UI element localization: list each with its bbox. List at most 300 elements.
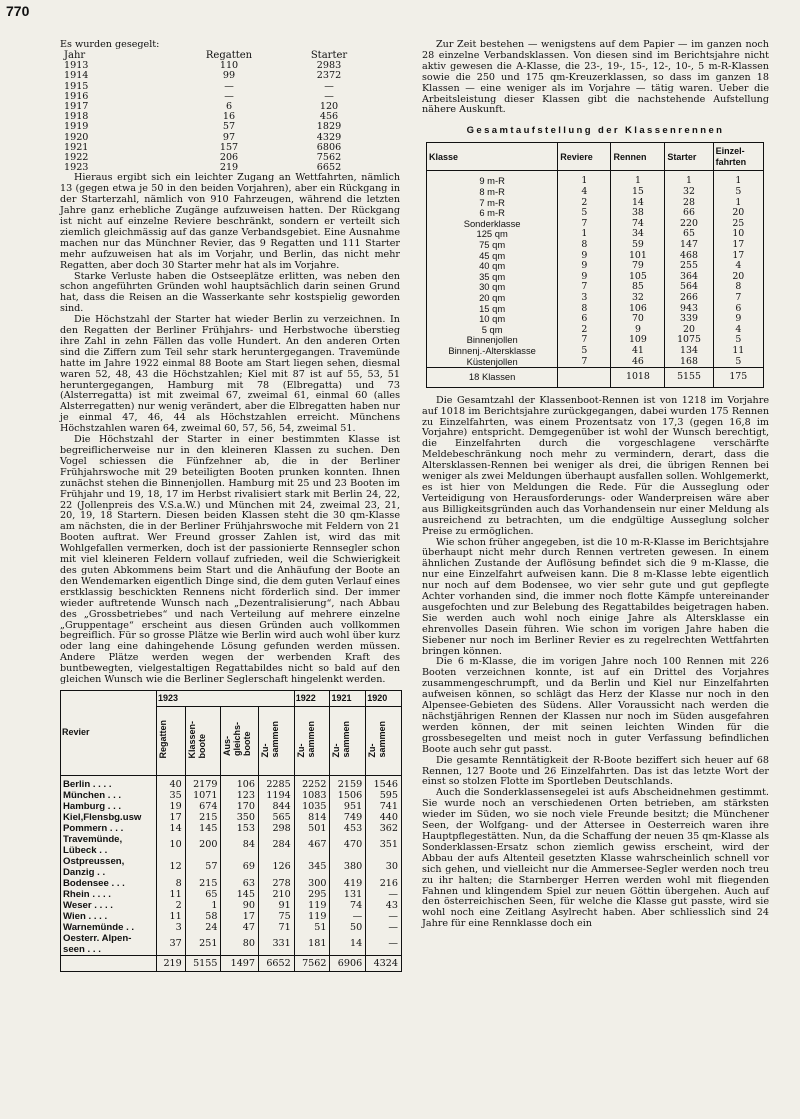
table-row (61, 900, 402, 911)
revier-name: Weser . . . . (61, 900, 157, 911)
year-header: 1922 (294, 690, 330, 706)
table-cell: 339 (665, 314, 713, 325)
table-cell: 69 (221, 856, 259, 878)
table-cell: 749 (330, 812, 366, 823)
table-row (61, 856, 402, 878)
table-cell: 7 (558, 219, 611, 230)
table-cell: 1546 (366, 775, 402, 790)
table-cell: 1 (558, 171, 611, 187)
table-cell: 200 (185, 834, 221, 856)
column-header: Klasse (427, 143, 558, 171)
years-cell: 99 (222, 70, 236, 82)
right-column (422, 40, 769, 930)
column-header-label: Zu- sammen (367, 721, 388, 758)
years-header-cell: Starter (310, 49, 348, 61)
table-cell: 32 (611, 293, 665, 304)
class-name: 35 qm (427, 272, 558, 283)
table-cell: 20 (713, 272, 763, 283)
table-cell: 210 (259, 889, 295, 900)
table-cell: 9 (611, 325, 665, 336)
paragraph: Die Höchstzahl der Starter in einer bestimmten Klasse ist begreiflicherweise nur in den kleineren Klassen zu suchen. Den Vogel schiessen die Fünfzehner ab, die in der Berliner Frühjahrswoche mit 29 beteiligten Booten prunken konnten. Ihnen zunächst stehen die Binnenjollen. Hamburg mit 25 und 23 Booten im Frühjahr und 19, 18, 17 im Herbst rivalisiert stark mit Berlin 24, 22, 22 (Jollenpreis des V.S.a.W.) und München mit 24, zweimal 23, 21, 20, 19, 18 Startern. Diesen beiden Klassen steht die 30 qm-Klasse am nächsten, die in der Berliner Frühjahrswoche mit Feldern von 21 Booten auftrat. Wer Freund grosser Zahlen ist, wird das mit Wohlgefallen vermerken, doch ist der passionierte Rennsegler schon mit viel kleineren Feldern vollauf zufrieden, weil die Schwierigkeit des guten Abkommens beim Start und die Anhäufung der Boote an den Wendemarken eigentlich Dinge sind, die dem guten Verlauf eines erstklassig beschickten Rennens nicht förderlich sind. Der immer wieder auftretende Wunsch nach „Dezentralisierung“, nach Abbau des „Grossbetriebes“ und nach Verteilung auf mehrere einzelne „Gruppentage“ erscheint aus diesen Gründen auch vollkommen begreiflich. Für so grosse Plätze wie Berlin wird auch wohl über kurz oder lang eine dahingehende Lösung gefunden werden müssen. Andere Plätze werden wegen der werbenden Kraft des buntbewegten, vielgestaltigen Regattabildes nicht so bald auf den gleichen Wunsch wie die Berliner Seglerschaft hingelenkt werden. (60, 434, 400, 686)
years-header-cell: Regatten (205, 49, 253, 61)
table-row (427, 357, 764, 368)
column-header-label: Zu- sammen (331, 721, 352, 758)
column-header (330, 706, 366, 775)
years-header-cell: Jahr (64, 49, 86, 61)
table-cell: 2179 (185, 775, 221, 790)
year-header: 1921 (330, 690, 366, 706)
paragraph: Die 6 m-Klasse, die im vorigen Jahre noch 100 Rennen mit 226 Booten verzeichnen konnte, ist auf ein Drittel des Vorjahres zusammengeschrumpft, und da Berlin und Kiel nur Einzelfahrten aufweisen können, so schlägt das Herz der Klasse nur noch in den Alpensee-Gebieten des Südens. Aller Voraussicht nach werden die nächstjährigen Rennen der Klassen nur noch im Süden ausgefahren werden können, der mit seinen leichten Winden für die grossbesegelten und meist noch in guter Verfassung befindlichen Boote auch sehr gut passt. (422, 656, 769, 755)
table-cell: 453 (330, 823, 366, 834)
column-header (221, 706, 259, 775)
revier-name: Bodensee . . . (61, 878, 157, 889)
table-cell: 20 (665, 325, 713, 336)
table-cell: 8 (558, 240, 611, 251)
paragraph: Hieraus ergibt sich ein leichter Zugang an Wettfahrten, nämlich 13 (gegen etwa je 50 in den beiden Vorjahren), aber ein Rückgang in der Starterzahl, nämlich von 910 Fahrzeugen, während die letzten Jahre ganz erhebliche Zugänge aufzuweisen hatten. Der Rückgang ist nicht auf einzelne Reviere beschränkt, sondern er verteilt sich ziemlich gleichmässig auf das ganze Verbandsgebiet. Eine Ausnahme machen nur das Münchner Revier, das 9 Regatten und 111 Starter mehr aufzuweisen hat als im Vorjahr, und Berlin, das nicht mehr Regatten, aber doch 30 Starter mehr hat als im Vorjahre. (60, 172, 400, 271)
table-cell: 58 (185, 911, 221, 922)
revier-name: Pommern . . . (61, 823, 157, 834)
table-cell: 63 (221, 878, 259, 889)
years-row (64, 122, 384, 132)
class-name: Küstenjollen (427, 357, 558, 368)
total-cell: 5155 (185, 955, 221, 971)
table-cell: 2 (558, 325, 611, 336)
class-name: 125 qm (427, 229, 558, 240)
table-cell: 170 (221, 801, 259, 812)
table-cell: 11 (713, 346, 763, 357)
table-cell: 216 (366, 878, 402, 889)
table-cell: 2285 (259, 775, 295, 790)
table-cell: 470 (330, 834, 366, 856)
table-cell: 300 (294, 878, 330, 889)
table-row (427, 240, 764, 251)
table-cell: 65 (185, 889, 221, 900)
years-table (64, 51, 384, 173)
column-header (259, 706, 295, 775)
years-cell: 1916 (64, 90, 89, 102)
class-name: 8 m-R (427, 187, 558, 198)
table-cell: 24 (185, 922, 221, 933)
table-cell: 134 (665, 346, 713, 357)
column-header (156, 706, 185, 775)
table-cell: 5 (558, 208, 611, 219)
paragraph: Starke Verluste haben die Ostseeplätze erlitten, was neben den schon angeführten Gründen wohl hauptsächlich darin seinen Grund hat, dass die Reisen an die Wasserkante sehr kostspielig geworden sind. (60, 270, 400, 315)
totals-row (427, 368, 764, 388)
table-cell: 14 (611, 198, 665, 209)
table-cell: 814 (294, 812, 330, 823)
table-cell: 10 (156, 834, 185, 856)
table-cell: 12 (156, 856, 185, 878)
table-cell: 51 (294, 922, 330, 933)
years-cell: 7562 (316, 151, 342, 163)
table-cell: 34 (611, 229, 665, 240)
table-cell: 46 (611, 357, 665, 368)
years-cell: 6 (225, 100, 233, 112)
years-cell: 4329 (316, 131, 342, 143)
class-name: Binnenj.-Altersklasse (427, 346, 558, 357)
years-cell: 206 (219, 151, 239, 163)
column-header-label: Aus- gleichs- boote (222, 722, 253, 757)
table-cell: 251 (185, 933, 221, 956)
table-cell: 9 (558, 272, 611, 283)
table-row (427, 272, 764, 283)
revier-name: München . . . (61, 790, 157, 801)
table-cell: 501 (294, 823, 330, 834)
years-cell: 1915 (64, 80, 89, 92)
table-row (61, 922, 402, 933)
year-header: 1923 (156, 690, 294, 706)
table-cell: 75 (259, 911, 295, 922)
table-cell: 440 (366, 812, 402, 823)
table-cell: 741 (366, 801, 402, 812)
years-cell: 1920 (64, 131, 89, 143)
table-cell: 14 (330, 933, 366, 956)
table-cell: 11 (156, 889, 185, 900)
left-paragraphs (60, 173, 400, 686)
table-row (61, 823, 402, 834)
revier-name: Rhein . . . . (61, 889, 157, 900)
total-cell: 4324 (366, 955, 402, 971)
years-cell: 456 (319, 111, 339, 123)
total-cell (61, 955, 157, 971)
revier-name: Travemünde, Lübeck . . (61, 834, 157, 856)
years-intro: Es wurden gesegelt: (60, 39, 160, 50)
years-cell: — (324, 90, 334, 102)
table-row (427, 251, 764, 262)
total-cell: 6906 (330, 955, 366, 971)
paragraph: Die Höchstzahl der Starter hat wieder Berlin zu verzeichnen. In den Regatten der Berliner Frühjahrs- und Herbstwoche überstieg ihre Zahl in zehn Fällen das volle Hundert. An den anderen Orten sind die Ziffern zum Teil sehr stark heruntergegangen. Travemünde hatte im Jahre 1922 einmal 88 Boote am Start liegen sehen, diesmal waren 52, 48, 43 die Höchstzahlen; Kiel mit 87 ist auf 55, 53, 51 heruntergegangen, Hamburg mit 78 (Elbregatta) und 73 (Alsterregatta) ist mit zweimal 67, zweimal 61, einmal 60 (alles Alsterregatten) nur wenig verändert, aber die Elbregatten haben nur je einmal 47, 46, 44 als Höchstzahlen erreicht. Münchens Höchstzahlen waren 64, zweimal 60, 57, 56, 54, zweimal 51. (60, 314, 400, 435)
table-cell: 1 (185, 900, 221, 911)
table-cell: 1075 (665, 335, 713, 346)
table-cell: 215 (185, 878, 221, 889)
table-cell: 298 (259, 823, 295, 834)
table-cell: 119 (294, 911, 330, 922)
revier-header: Revier (61, 690, 157, 775)
table-cell: 5 (558, 346, 611, 357)
table-cell: 38 (611, 208, 665, 219)
table-cell: 2 (156, 900, 185, 911)
table-cell: 181 (294, 933, 330, 956)
total-cell: 7562 (294, 955, 330, 971)
years-cell: — (324, 80, 334, 92)
table-cell: — (366, 889, 402, 900)
table-cell: 1083 (294, 790, 330, 801)
table-cell: 71 (259, 922, 295, 933)
table-cell: 119 (294, 900, 330, 911)
table-cell: 126 (259, 856, 295, 878)
left-column (60, 40, 400, 972)
years-cell: — (224, 80, 234, 92)
table-cell: 6 (558, 314, 611, 325)
total-cell (558, 368, 611, 388)
table-cell: 10 (713, 229, 763, 240)
total-cell: 1018 (611, 368, 665, 388)
revier-table (60, 690, 402, 972)
table-cell: 101 (611, 251, 665, 262)
column-header-label: Zu- sammen (260, 721, 281, 758)
table-row (61, 812, 402, 823)
table-cell: 145 (185, 823, 221, 834)
table-cell: 351 (366, 834, 402, 856)
table-cell: 41 (611, 346, 665, 357)
revier-name: Warnemünde . . (61, 922, 157, 933)
paragraph: Die gesamte Renntätigkeit der R-Boote beziffert sich heuer auf 68 Rennen, 127 Boote und 26 Einzelfahrten. Das ist das letzte Wort der einst so stolzen Flotte im Sportleben Deutschlands. (422, 754, 769, 788)
table-cell: 255 (665, 261, 713, 272)
table-row (427, 198, 764, 209)
table-cell: 1 (558, 229, 611, 240)
table-cell: 32 (665, 187, 713, 198)
table-cell: 278 (259, 878, 295, 889)
table-cell: 844 (259, 801, 295, 812)
table-cell: 11 (156, 911, 185, 922)
table-cell: 47 (221, 922, 259, 933)
table-row (427, 229, 764, 240)
table-cell: 1 (665, 171, 713, 187)
table-row (61, 933, 402, 956)
year-header: 1920 (366, 690, 402, 706)
table-cell: 66 (665, 208, 713, 219)
years-cell: 16 (222, 111, 236, 123)
column-header-label: Regatten (157, 720, 168, 759)
table-cell: 145 (221, 889, 259, 900)
table-cell: 9 (713, 314, 763, 325)
table-row (61, 878, 402, 889)
table-cell: 85 (611, 282, 665, 293)
table-row (427, 171, 764, 187)
column-header-label: Zu- sammen (295, 721, 316, 758)
table-cell: 1 (611, 171, 665, 187)
table-cell: 674 (185, 801, 221, 812)
years-cell: 97 (222, 131, 236, 143)
class-name: 9 m-R (427, 171, 558, 187)
years-cell: 1919 (64, 121, 89, 133)
years-cell: 1922 (64, 151, 89, 163)
years-cell: 2983 (316, 60, 342, 72)
table-cell: 7 (558, 282, 611, 293)
table-row (427, 346, 764, 357)
table-cell: 5 (713, 357, 763, 368)
table-cell: 220 (665, 219, 713, 230)
years-cell: 120 (319, 100, 339, 112)
table-cell: 80 (221, 933, 259, 956)
table-cell: 37 (156, 933, 185, 956)
class-name: Sonderklasse (427, 219, 558, 230)
table-cell: 90 (221, 900, 259, 911)
table-cell: 7 (713, 293, 763, 304)
column-header: Reviere (558, 143, 611, 171)
class-name: 6 m-R (427, 208, 558, 219)
table-cell: 5 (713, 335, 763, 346)
years-cell: 1921 (64, 141, 89, 153)
table-cell: 7 (558, 335, 611, 346)
years-cell: 6652 (316, 162, 342, 174)
total-cell: 175 (713, 368, 763, 388)
table-cell: 295 (294, 889, 330, 900)
table-cell: 1071 (185, 790, 221, 801)
table-cell: 3 (558, 293, 611, 304)
table-cell: 20 (713, 208, 763, 219)
years-cell: — (224, 90, 234, 102)
revier-name: Wien . . . . (61, 911, 157, 922)
table-cell: 1035 (294, 801, 330, 812)
column-header-label: Klassen- boote (186, 720, 207, 759)
years-cell: 1923 (64, 162, 89, 174)
table-row (61, 775, 402, 790)
table-cell: 943 (665, 304, 713, 315)
table-cell: 153 (221, 823, 259, 834)
table-cell: 7 (558, 357, 611, 368)
years-cell: 1914 (64, 70, 89, 82)
table-row (61, 790, 402, 801)
column-header (294, 706, 330, 775)
years-cell: 1918 (64, 111, 89, 123)
table-cell: 5 (713, 187, 763, 198)
table-cell: 74 (330, 900, 366, 911)
revier-name: Oesterr. Alpen- seen . . . (61, 933, 157, 956)
paragraph: Wie schon früher angegeben, ist die 10 m-R-Klasse im Berichtsjahre überhaupt nicht mehr durch Rennen vertreten gewesen. In einem ähnlichen Zustande der Auflösung befindet sich die 9 m-Klasse, die nur eine Einzelfahrt aufweisen kann. Die 8 m-Klasse lebte eigentlich nur noch auf dem Bodensee, wo vier sehr gute und gut gepflegte Achter vorhanden sind, die immer noch flotte Kämpfe untereinander ausgefochten und zur Belebung des Regattabildes beigetragen haben. Sie werden auch wohl noch einige Jahre als Altersklasse ein ehrenvolles Dasein führen. Wie schon im vorigen Jahre haben die Siebener nur noch im Berliner Revier es zu regelrechten Wettfahrten bringen können. (422, 536, 769, 657)
table-cell: 17 (221, 911, 259, 922)
table-cell: 106 (611, 304, 665, 315)
table-cell: 595 (366, 790, 402, 801)
table-cell: 131 (330, 889, 366, 900)
table-cell: 28 (665, 198, 713, 209)
table-cell: — (330, 911, 366, 922)
years-cell: 1917 (64, 100, 89, 112)
table-cell: 17 (156, 812, 185, 823)
revier-name: Ostpreussen, Danzig . . (61, 856, 157, 878)
table-cell: 215 (185, 812, 221, 823)
years-cell: 6806 (316, 141, 342, 153)
class-name: 75 qm (427, 240, 558, 251)
table-cell: 30 (366, 856, 402, 878)
table-cell: 70 (611, 314, 665, 325)
table-row (427, 293, 764, 304)
table-row (61, 911, 402, 922)
years-row (64, 71, 384, 81)
class-name: 30 qm (427, 282, 558, 293)
table-cell: 65 (665, 229, 713, 240)
table-cell: — (366, 922, 402, 933)
class-name: 7 m-R (427, 198, 558, 209)
table-cell: 8 (156, 878, 185, 889)
class-name: 40 qm (427, 261, 558, 272)
table-cell: 331 (259, 933, 295, 956)
paragraph: Zur Zeit bestehen — wenigstens auf dem Papier — im ganzen noch 28 einzelne Verbandsklassen. Von diesen sind im Berichtsjahre nicht aktiv gewesen die A-Klasse, die 23-, 19-, 15-, 12-, 10-, 5 m-R-Klassen sowie die 250 und 175 qm-Kreuzerklassen, so dass im ganzen 18 Klassen — eine weniger als im Vorjahre — tätig waren. Ueber die Arbeitsleistung dieser Klassen gibt die nachstehende Aufstellung nähere Auskunft. (422, 39, 769, 116)
column-header: Rennen (611, 143, 665, 171)
table-cell: 123 (221, 790, 259, 801)
table-cell: 57 (185, 856, 221, 878)
class-name: 5 qm (427, 325, 558, 336)
table-cell: 9 (558, 251, 611, 262)
total-cell: 18 Klassen (427, 368, 558, 388)
years-cell: 57 (222, 121, 236, 133)
years-cell: 219 (219, 162, 239, 174)
table-cell: 364 (665, 272, 713, 283)
column-header: Starter (665, 143, 713, 171)
totals-row (61, 955, 402, 971)
table-cell: 380 (330, 856, 366, 878)
table-cell: 2159 (330, 775, 366, 790)
class-name: 15 qm (427, 304, 558, 315)
table-cell: 15 (611, 187, 665, 198)
table-cell: — (366, 911, 402, 922)
table-row (427, 314, 764, 325)
table-cell: 19 (156, 801, 185, 812)
table-cell: 1506 (330, 790, 366, 801)
years-cell: 110 (219, 60, 239, 72)
table-cell: 2 (558, 198, 611, 209)
class-name: 10 qm (427, 314, 558, 325)
table-cell: 345 (294, 856, 330, 878)
paragraph: Auch die Sonderklassensegelei ist aufs Abscheidnehmen gestimmt. Sie wurde noch an verschiedenen Orten betrieben, am stärksten wieder im Süden, wo sie noch viele Freunde besitzt; die Münchener Seen, der Wolfgang- und der Attersee in Oesterreich waren ihre Hauptpflegestätten. Nun, da die Schaffung der neuen 35 qm-Klasse als Sonderklassen-Ersatz schon ziemlich gewiss erscheint, wird der Abbau der aufs Altenteil gesetzten Klasse wahrscheinlich schnell vor sich gehen, und vielleicht nur die Ammersee-Segler werden noch treu zu ihr halten; die Starnberger Herren werden wohl mit fliegenden Fahnen und klingendem Spiel zur neuen Göttin übergehen. Auch auf den österreichischen Seen, für welche die Klasse gut passte, wird sie wohl noch eine Zeitlang Asylrecht haben. Aber schliesslich sind 24 Jahre für eine Rennklasse doch ein (422, 787, 769, 930)
table-cell: 350 (221, 812, 259, 823)
table-cell: — (366, 933, 402, 956)
table-cell: 147 (665, 240, 713, 251)
years-cell: 157 (219, 141, 239, 153)
class-header-row (427, 143, 764, 171)
table-cell: 84 (221, 834, 259, 856)
table-cell: 25 (713, 219, 763, 230)
page-number: 770 (6, 3, 30, 19)
table-cell: 468 (665, 251, 713, 262)
column-header: Einzel- fahrten (713, 143, 763, 171)
table-cell: 564 (665, 282, 713, 293)
total-cell: 6652 (259, 955, 295, 971)
years-cell: 1829 (316, 121, 342, 133)
column-header (366, 706, 402, 775)
table-cell: 1 (713, 171, 763, 187)
table-cell: 35 (156, 790, 185, 801)
table-cell: 1194 (259, 790, 295, 801)
table-cell: 565 (259, 812, 295, 823)
table-cell: 168 (665, 357, 713, 368)
total-cell: 1497 (221, 955, 259, 971)
table-cell: 3 (156, 922, 185, 933)
table-cell: 50 (330, 922, 366, 933)
table-cell: 40 (156, 775, 185, 790)
table-cell: 91 (259, 900, 295, 911)
table-cell: 362 (366, 823, 402, 834)
table-cell: 17 (713, 240, 763, 251)
table-row (427, 304, 764, 315)
table-title: Gesamtaufstellung der Klassenrennen (466, 125, 725, 137)
table-cell: 6 (713, 304, 763, 315)
table-cell: 8 (558, 304, 611, 315)
paragraph: Die Gesamtzahl der Klassenboot-Rennen ist von 1218 im Vorjahre auf 1018 im Berichtsjahre zurückgegangen, dabei wurden 175 Rennen zu Einzelfahrten, was einem Prozentsatz von 17,3 (gegen 16,8 im Vorjahre) entspricht. Demgegenüber ist wohl der Wunsch berechtigt, die Einzelfahrten durch die vorgeschlagene verschärfte Meldebeschränkung noch mehr zu vermindern, derart, dass die Altersklassen-Rennen bei weniger als drei, die übrigen Rennen bei weniger als zwei Meldungen überhaupt ausfallen sollen. Wohlgemerkt, es ist hier von Meldungen die Rede. Für die Ausseglung oder Verteidigung von Herausforderungs- oder Wanderpreisen wäre aber aus Billigkeitsgründen auch das Vorhandensein nur einer Meldung als ausreichend zu betrachten, um die endgültige Ausseglung solcher Preise zu ermöglichen. (422, 394, 769, 537)
table-row (427, 282, 764, 293)
table-cell: 106 (221, 775, 259, 790)
table-cell: 17 (713, 251, 763, 262)
table-cell: 266 (665, 293, 713, 304)
column-header (185, 706, 221, 775)
class-name: 45 qm (427, 251, 558, 262)
table-cell: 109 (611, 335, 665, 346)
table-row (427, 261, 764, 272)
table-cell: 105 (611, 272, 665, 283)
table-cell: 1 (713, 198, 763, 209)
table-row (61, 889, 402, 900)
table-cell: 74 (611, 219, 665, 230)
table-cell: 8 (713, 282, 763, 293)
table-cell: 4 (558, 187, 611, 198)
years-cell: 1913 (64, 60, 89, 72)
table-cell: 9 (558, 261, 611, 272)
class-name: Binnenjollen (427, 335, 558, 346)
table-cell: 284 (259, 834, 295, 856)
table-row (61, 801, 402, 812)
table-row (61, 834, 402, 856)
total-cell: 5155 (665, 368, 713, 388)
